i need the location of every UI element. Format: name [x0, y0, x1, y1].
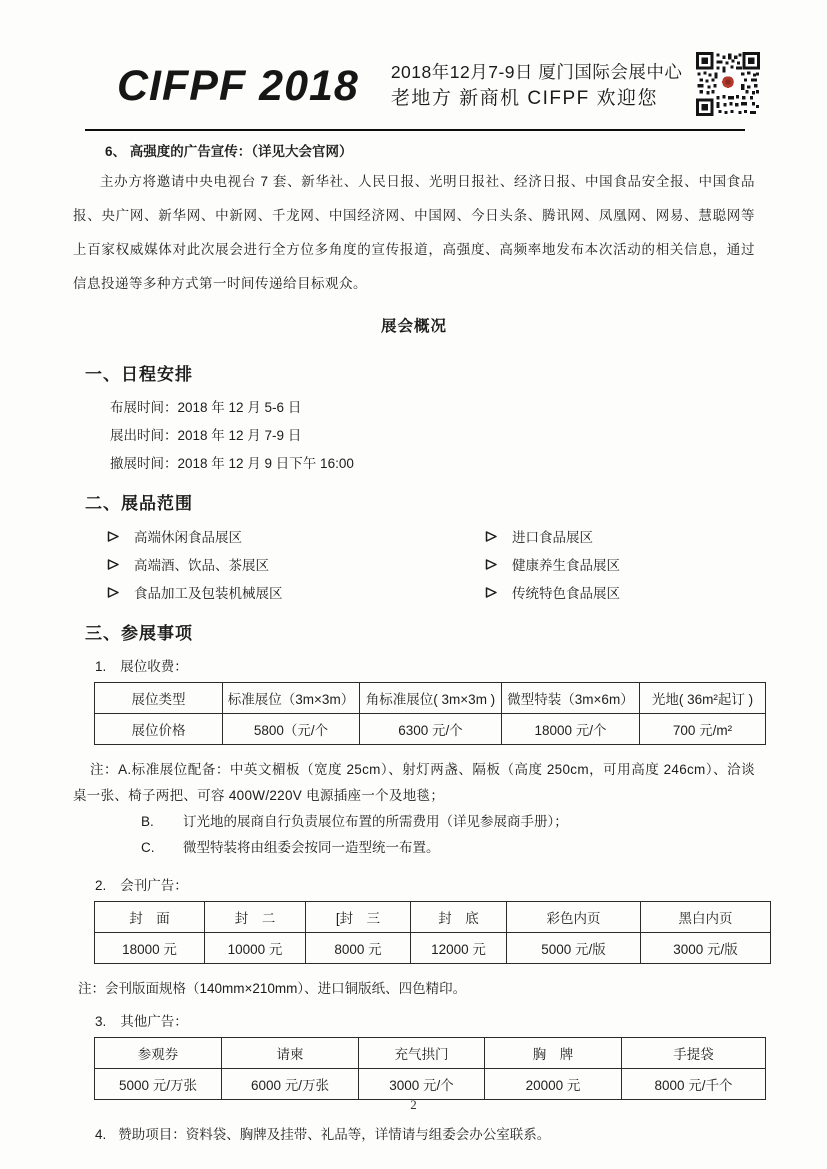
item-number: 3.: [95, 1014, 107, 1029]
table-cell: 3000 元/个: [359, 1069, 485, 1100]
list-item: [95, 550, 473, 578]
exhibit-zones-left-column: [95, 522, 473, 606]
schedule-line: 展出时间：2018 年 12 月 7-9 日: [110, 428, 302, 443]
document-content: [73, 133, 755, 1143]
table-cell: 6300 元/个: [360, 714, 502, 745]
table-cell: 6000 元/万张: [222, 1069, 359, 1100]
table-header-cell: 微型特装（3m×6m）: [502, 683, 640, 714]
table-header-cell: [封 三: [306, 902, 411, 933]
table-header-cell: 手提袋: [622, 1038, 766, 1069]
cifpf-logo: CIFPF 2018: [117, 62, 359, 110]
other-ad-table: [94, 1037, 766, 1100]
header-tagline: [391, 61, 683, 112]
exhibit-zone-label: 传统特色食品展区: [512, 586, 620, 601]
table-cell: 12000 元: [411, 933, 507, 964]
table-cell: 5000 元/版: [507, 933, 641, 964]
note-label: B.: [141, 814, 154, 829]
note-text: 订光地的展商自行负责展位布置的所需费用（详见参展商手册）；: [183, 814, 568, 829]
arrow-bullet-icon: [485, 586, 498, 599]
section-exhibits-title: 二、展品范围: [85, 494, 193, 513]
table-row: [95, 933, 771, 964]
list-item: [473, 550, 733, 578]
document-header: [85, 52, 745, 121]
table-header-cell: 封 二: [205, 902, 306, 933]
table-cell: 8000 元/千个: [622, 1069, 766, 1100]
arrow-bullet-icon: [485, 530, 498, 543]
table-cell: 5000 元/万张: [95, 1069, 222, 1100]
journal-ad-label: 2. 会刊广告：: [95, 878, 188, 893]
section-participation-title: 三、参展事项: [85, 624, 193, 643]
arrow-bullet-icon: [107, 530, 120, 543]
arrow-bullet-icon: [485, 558, 498, 571]
header-divider: [85, 129, 745, 131]
table-header-cell: 封 面: [95, 902, 205, 933]
table-cell: 700 元/m²: [640, 714, 766, 745]
table-cell: 3000 元/版: [641, 933, 771, 964]
journal-ad-table: [94, 901, 771, 964]
table-header-row: [95, 902, 771, 933]
exhibit-zones-right-column: [473, 522, 733, 606]
table-cell: 展位价格: [95, 714, 223, 745]
exhibit-zone-label: 高端酒、饮品、茶展区: [134, 558, 269, 573]
exhibit-zone-label: 健康养生食品展区: [512, 558, 620, 573]
other-ad-label: 3. 其他广告：: [95, 1014, 188, 1029]
schedule-line: 撤展时间：2018 年 12 月 9 日下午 16:00: [110, 456, 354, 471]
table-header-cell: 角标准展位( 3m×3m ): [360, 683, 502, 714]
table-header-cell: 光地( 36m²起订 ): [640, 683, 766, 714]
table-header-cell: 充气拱门: [359, 1038, 485, 1069]
list-item: [473, 578, 733, 606]
table-header-cell: 封 底: [411, 902, 507, 933]
qr-code-icon: [696, 52, 760, 121]
table-header-cell: 标准展位（3m×3m）: [223, 683, 360, 714]
exhibit-zone-label: 进口食品展区: [512, 530, 593, 545]
table-cell: 20000 元: [485, 1069, 622, 1100]
event-slogan: 老地方 新商机 CIFPF 欢迎您: [390, 88, 659, 110]
list-item: [473, 522, 733, 550]
table-cell: 8000 元: [306, 933, 411, 964]
item-number: 4.: [95, 1127, 107, 1142]
note-label: C.: [141, 840, 155, 855]
event-date-venue: 2018年12月7-9日 厦门国际会展中心: [390, 61, 683, 82]
schedule-lines: [110, 394, 755, 478]
booth-fee-table: [94, 682, 766, 745]
table-row: [95, 714, 766, 745]
schedule-line: 布展时间：2018 年 12 月 5-6 日: [110, 400, 302, 415]
table-header-cell: 请柬: [222, 1038, 359, 1069]
booth-note-c: [141, 835, 755, 861]
list-item: [95, 522, 473, 550]
arrow-bullet-icon: [107, 586, 120, 599]
booth-note-a: 注：A.标准展位配备：中英文楣板（宽度 25cm）、射灯两盏、隔板（高度 250cm，可用高度 246cm）、洽谈桌一张、椅子两把、可容 400W/220V 电源插座一个及地毯；: [73, 762, 755, 803]
table-cell: 10000 元: [205, 933, 306, 964]
table-cell: 5800（元/个: [223, 714, 360, 745]
table-header-row: [95, 683, 766, 714]
sponsor-item: 4. 赞助项目：资料袋、胸牌及挂带、礼品等，详情请与组委会办公室联系。: [95, 1127, 551, 1142]
promo-heading: 6、 高强度的广告宣传：（详见大会官网）: [105, 144, 353, 159]
booth-fee-label: 1. 展位收费：: [95, 659, 188, 674]
table-header-cell: 胸 牌: [485, 1038, 622, 1069]
table-row: [95, 1069, 766, 1100]
note-text: 微型特装将由组委会按同一造型统一布置。: [183, 840, 440, 855]
exhibit-zone-label: 高端休闲食品展区: [134, 530, 242, 545]
list-item: [95, 578, 473, 606]
table-cell: 18000 元: [95, 933, 205, 964]
exhibit-zone-label: 食品加工及包装机械展区: [134, 586, 283, 601]
booth-note-b: [141, 809, 755, 835]
exhibit-zones-list: [95, 522, 755, 606]
table-header-cell: 黑白内页: [641, 902, 771, 933]
table-header-cell: 彩色内页: [507, 902, 641, 933]
arrow-bullet-icon: [107, 558, 120, 571]
item-number: 2.: [95, 878, 107, 893]
table-cell: 18000 元/个: [502, 714, 640, 745]
item-number: 1.: [95, 659, 107, 674]
page-number: 2: [410, 1097, 417, 1112]
table-header-cell: 展位类型: [95, 683, 223, 714]
section-schedule-title: 一、日程安排: [85, 365, 193, 384]
table-header-cell: 参观券: [95, 1038, 222, 1069]
promo-paragraph: 主办方将邀请中央电视台 7 套、新华社、人民日报、光明日报社、经济日报、中国食品安全报、中国食品报、央广网、新华网、中新网、千龙网、中国经济网、中国网、今日头条、腾讯网、凤凰网、网易、慧聪网等上百家权威媒体对此次展会进行全方位多角度的宣传报道，高强度、高频率地发布本次活动的相关信息，通过信息投递等多种方式第一时间传递给目标观众。: [73, 174, 755, 291]
table-header-row: [95, 1038, 766, 1069]
overview-title: 展会概况: [380, 318, 447, 335]
journal-note: 注：会刊版面规格（140mm×210mm）、进口铜版纸、四色精印。: [78, 981, 467, 996]
